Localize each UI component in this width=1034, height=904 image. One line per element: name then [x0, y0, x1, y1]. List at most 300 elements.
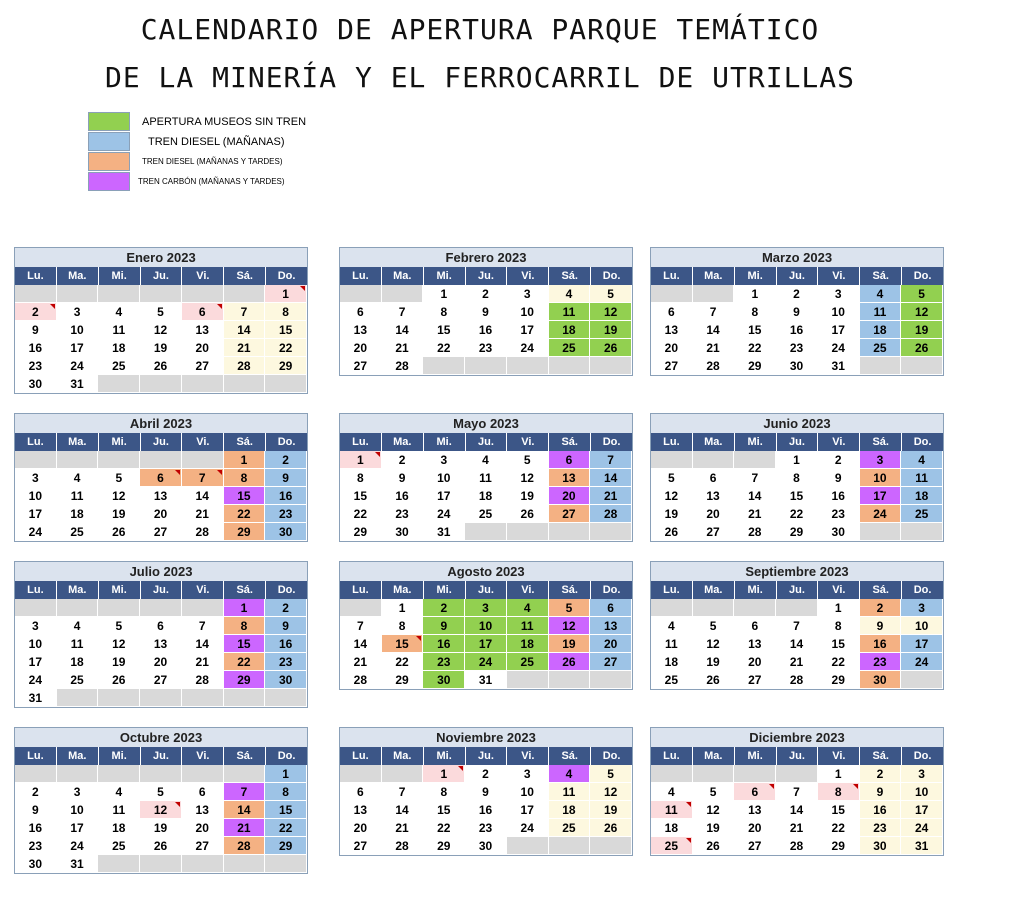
empty-cell: [860, 357, 902, 375]
day-cell: 14: [776, 635, 818, 653]
empty-cell: [182, 689, 224, 707]
day-cell: 24: [57, 357, 99, 375]
day-header-row: [340, 433, 632, 451]
day-cell: 17: [57, 819, 99, 837]
day-cell: 12: [651, 487, 693, 505]
page-title: [0, 6, 960, 102]
day-cell: 26: [140, 837, 182, 855]
day-header: Mi.: [424, 747, 466, 765]
day-cell: 4: [98, 783, 140, 801]
empty-cell: [901, 523, 943, 541]
day-cell: 21: [590, 487, 632, 505]
day-cell: 18: [651, 819, 693, 837]
day-header: Lu.: [15, 433, 57, 451]
empty-cell: [693, 599, 735, 617]
day-header: Ma.: [693, 267, 735, 285]
empty-cell: [182, 855, 224, 873]
day-cell: 4: [507, 599, 549, 617]
day-header: Vi.: [818, 581, 860, 599]
day-cell: 20: [734, 653, 776, 671]
day-header-row: [651, 433, 943, 451]
empty-cell: [182, 285, 224, 303]
day-cell: 13: [140, 487, 182, 505]
day-cell: 23: [776, 339, 818, 357]
empty-cell: [901, 357, 943, 375]
day-cell: 23: [423, 653, 465, 671]
day-header: Ma.: [382, 433, 424, 451]
day-cell: 17: [860, 487, 902, 505]
day-cell: 11: [507, 617, 549, 635]
empty-cell: [693, 451, 735, 469]
day-cell: 8: [340, 469, 382, 487]
day-cell: 25: [465, 505, 507, 523]
day-cell: 15: [265, 321, 307, 339]
day-cell: 22: [423, 819, 465, 837]
day-cell: 13: [182, 321, 224, 339]
day-cell: 21: [340, 653, 382, 671]
day-header: Ma.: [382, 747, 424, 765]
legend-swatch-purple: [88, 172, 130, 191]
day-grid: [340, 451, 632, 541]
day-cell: 2: [15, 783, 57, 801]
month-octubre: [14, 727, 308, 874]
day-cell: 10: [901, 783, 943, 801]
empty-cell: [15, 285, 57, 303]
day-cell: 17: [57, 339, 99, 357]
empty-cell: [224, 855, 266, 873]
day-header: Sá.: [224, 747, 266, 765]
day-header: Sá.: [224, 267, 266, 285]
day-header: Lu.: [340, 581, 382, 599]
day-cell: 23: [265, 653, 307, 671]
day-header-row: [15, 433, 307, 451]
day-cell: 24: [15, 523, 57, 541]
day-cell: 28: [693, 357, 735, 375]
day-header-row: [340, 581, 632, 599]
day-cell: 28: [340, 671, 382, 689]
empty-cell: [140, 285, 182, 303]
day-cell: 16: [860, 801, 902, 819]
day-grid: [651, 599, 943, 689]
day-cell: 2: [465, 285, 507, 303]
day-cell: 1: [423, 285, 465, 303]
day-cell: 8: [734, 303, 776, 321]
empty-cell: [182, 375, 224, 393]
day-cell: 29: [265, 837, 307, 855]
day-cell: 24: [818, 339, 860, 357]
day-header: Mi.: [99, 581, 141, 599]
day-cell: 5: [590, 765, 632, 783]
day-cell: 7: [734, 469, 776, 487]
holiday-marker-icon: [458, 766, 463, 771]
empty-cell: [140, 599, 182, 617]
day-cell: 6: [693, 469, 735, 487]
day-cell: 14: [734, 487, 776, 505]
day-cell: 18: [507, 635, 549, 653]
empty-cell: [693, 285, 735, 303]
day-cell: 19: [590, 321, 632, 339]
day-cell: 29: [224, 671, 266, 689]
day-header: Mi.: [99, 267, 141, 285]
day-header: Mi.: [424, 267, 466, 285]
empty-cell: [382, 285, 424, 303]
month-enero: [14, 247, 308, 394]
day-cell: 21: [734, 505, 776, 523]
month-title: Junio 2023: [651, 414, 943, 433]
day-cell: 22: [224, 653, 266, 671]
day-cell: 30: [860, 671, 902, 689]
day-cell: 8: [224, 617, 266, 635]
day-cell: 11: [651, 801, 693, 819]
day-cell: 11: [57, 487, 99, 505]
day-cell: 9: [465, 783, 507, 801]
day-cell: 3: [507, 765, 549, 783]
day-cell: 26: [693, 837, 735, 855]
day-header: Lu.: [15, 747, 57, 765]
day-cell: 14: [382, 801, 424, 819]
day-cell: 3: [423, 451, 465, 469]
day-cell: 26: [549, 653, 591, 671]
day-cell: 10: [15, 635, 57, 653]
day-cell: 19: [549, 635, 591, 653]
day-header: Ma.: [693, 581, 735, 599]
day-cell: 9: [860, 617, 902, 635]
holiday-marker-icon: [686, 802, 691, 807]
legend-label: TREN DIESEL (MAÑANAS): [148, 136, 285, 148]
day-cell: 27: [549, 505, 591, 523]
day-header: Do.: [602, 750, 621, 762]
day-cell: 7: [182, 469, 224, 487]
day-cell: 8: [818, 783, 860, 801]
day-cell: 17: [465, 635, 507, 653]
day-cell: 18: [57, 505, 99, 523]
day-header: Do.: [277, 584, 296, 596]
day-grid: [15, 599, 307, 707]
day-cell: 30: [818, 523, 860, 541]
empty-cell: [340, 285, 382, 303]
empty-cell: [507, 837, 549, 855]
day-cell: 19: [651, 505, 693, 523]
day-cell: 22: [776, 505, 818, 523]
day-header: Mi.: [99, 747, 141, 765]
day-header: Ju.: [141, 433, 183, 451]
day-cell: 19: [140, 819, 182, 837]
day-cell: 7: [182, 617, 224, 635]
day-grid: [651, 451, 943, 541]
day-grid: [15, 451, 307, 541]
day-cell: 14: [340, 635, 382, 653]
day-cell: 25: [860, 339, 902, 357]
day-cell: 29: [818, 837, 860, 855]
day-cell: 2: [265, 451, 307, 469]
month-diciembre: [650, 727, 944, 856]
month-abril: [14, 413, 308, 542]
day-cell: 1: [224, 451, 266, 469]
day-header: Lu.: [651, 267, 693, 285]
day-cell: 10: [57, 801, 99, 819]
day-cell: 31: [57, 375, 99, 393]
day-cell: 7: [224, 783, 266, 801]
day-cell: 29: [340, 523, 382, 541]
day-cell: 10: [901, 617, 943, 635]
day-cell: 8: [224, 469, 266, 487]
empty-cell: [590, 837, 632, 855]
day-cell: 21: [382, 339, 424, 357]
day-cell: 17: [15, 653, 57, 671]
day-grid: [340, 599, 632, 689]
day-cell: 21: [382, 819, 424, 837]
day-cell: 16: [265, 635, 307, 653]
day-cell: 16: [15, 339, 57, 357]
day-header: Do.: [913, 436, 932, 448]
day-grid: [651, 285, 943, 375]
day-header: Ju.: [777, 581, 819, 599]
day-header: Do.: [913, 750, 932, 762]
day-cell: 28: [224, 357, 266, 375]
day-cell: 23: [860, 819, 902, 837]
day-header: Vi.: [507, 747, 549, 765]
day-cell: 31: [423, 523, 465, 541]
empty-cell: [57, 765, 99, 783]
day-cell: 9: [860, 783, 902, 801]
day-cell: 20: [590, 635, 632, 653]
day-cell: 5: [140, 303, 182, 321]
day-cell: 16: [382, 487, 424, 505]
empty-cell: [265, 689, 307, 707]
day-cell: 19: [507, 487, 549, 505]
day-header: Sá.: [549, 747, 591, 765]
day-cell: 2: [818, 451, 860, 469]
day-header: Vi.: [182, 747, 224, 765]
day-cell: 25: [57, 671, 99, 689]
day-cell: 19: [901, 321, 943, 339]
day-cell: 16: [15, 819, 57, 837]
legend-swatch-blue: [88, 132, 130, 151]
legend-swatch-green: [88, 112, 130, 131]
day-cell: 22: [265, 339, 307, 357]
empty-cell: [98, 285, 140, 303]
day-cell: 12: [507, 469, 549, 487]
empty-cell: [182, 451, 224, 469]
day-cell: 4: [651, 617, 693, 635]
day-cell: 12: [693, 801, 735, 819]
day-cell: 18: [860, 321, 902, 339]
day-cell: 9: [818, 469, 860, 487]
day-cell: 9: [265, 469, 307, 487]
day-cell: 7: [224, 303, 266, 321]
day-cell: 4: [57, 469, 99, 487]
day-header: Vi.: [818, 267, 860, 285]
day-cell: 7: [340, 617, 382, 635]
holiday-marker-icon: [175, 470, 180, 475]
day-cell: 21: [776, 653, 818, 671]
day-cell: 11: [549, 783, 591, 801]
day-cell: 1: [265, 285, 307, 303]
day-cell: 23: [465, 339, 507, 357]
holiday-marker-icon: [853, 784, 858, 789]
day-header: Sá.: [860, 433, 902, 451]
day-cell: 8: [818, 617, 860, 635]
day-cell: 29: [382, 671, 424, 689]
day-header: Mi.: [735, 581, 777, 599]
day-header: Do.: [602, 270, 621, 282]
day-header: Mi.: [735, 267, 777, 285]
day-header: Mi.: [99, 433, 141, 451]
day-header: Sá.: [860, 267, 902, 285]
day-cell: 19: [98, 653, 140, 671]
month-title: Noviembre 2023: [340, 728, 632, 747]
day-cell: 25: [507, 653, 549, 671]
day-cell: 13: [140, 635, 182, 653]
day-cell: 4: [651, 783, 693, 801]
month-title: Septiembre 2023: [651, 562, 943, 581]
day-cell: 21: [776, 819, 818, 837]
day-cell: 28: [182, 523, 224, 541]
empty-cell: [140, 765, 182, 783]
day-header-row: [651, 747, 943, 765]
empty-cell: [98, 599, 140, 617]
day-cell: 7: [382, 783, 424, 801]
day-header: Sá.: [549, 581, 591, 599]
empty-cell: [15, 765, 57, 783]
day-cell: 22: [818, 653, 860, 671]
day-cell: 28: [382, 357, 424, 375]
month-title: Julio 2023: [15, 562, 307, 581]
day-cell: 13: [549, 469, 591, 487]
empty-cell: [57, 451, 99, 469]
day-header: Vi.: [182, 267, 224, 285]
day-cell: 23: [465, 819, 507, 837]
day-cell: 12: [590, 303, 632, 321]
day-cell: 2: [15, 303, 57, 321]
day-cell: 19: [693, 819, 735, 837]
day-cell: 20: [182, 819, 224, 837]
day-header: Mi.: [735, 433, 777, 451]
day-cell: 4: [57, 617, 99, 635]
empty-cell: [423, 357, 465, 375]
day-cell: 6: [340, 783, 382, 801]
day-cell: 11: [57, 635, 99, 653]
day-header: Ju.: [141, 267, 183, 285]
day-cell: 10: [818, 303, 860, 321]
month-julio: [14, 561, 308, 708]
day-cell: 12: [98, 635, 140, 653]
day-cell: 7: [776, 783, 818, 801]
day-cell: 2: [265, 599, 307, 617]
day-cell: 1: [818, 599, 860, 617]
day-header: Ma.: [57, 267, 99, 285]
empty-cell: [140, 451, 182, 469]
day-header: Sá.: [860, 747, 902, 765]
day-cell: 20: [693, 505, 735, 523]
empty-cell: [57, 689, 99, 707]
day-cell: 8: [423, 303, 465, 321]
day-cell: 9: [465, 303, 507, 321]
day-cell: 6: [734, 617, 776, 635]
day-cell: 11: [98, 801, 140, 819]
day-header-row: [15, 267, 307, 285]
empty-cell: [549, 523, 591, 541]
empty-cell: [140, 689, 182, 707]
day-cell: 4: [901, 451, 943, 469]
day-header: Lu.: [340, 433, 382, 451]
day-cell: 1: [382, 599, 424, 617]
day-cell: 16: [465, 801, 507, 819]
day-header: Do.: [277, 436, 296, 448]
day-cell: 14: [182, 487, 224, 505]
day-cell: 30: [776, 357, 818, 375]
day-cell: 3: [57, 303, 99, 321]
day-header: Ju.: [777, 433, 819, 451]
day-cell: 24: [423, 505, 465, 523]
legend-label: APERTURA MUSEOS SIN TREN: [142, 116, 307, 128]
day-cell: 7: [382, 303, 424, 321]
empty-cell: [140, 375, 182, 393]
day-cell: 5: [98, 617, 140, 635]
empty-cell: [734, 765, 776, 783]
empty-cell: [590, 357, 632, 375]
day-cell: 16: [423, 635, 465, 653]
holiday-marker-icon: [686, 838, 691, 843]
empty-cell: [860, 523, 902, 541]
day-cell: 1: [818, 765, 860, 783]
empty-cell: [224, 689, 266, 707]
day-header: Ju.: [141, 747, 183, 765]
day-cell: 9: [15, 321, 57, 339]
holiday-marker-icon: [769, 784, 774, 789]
day-cell: 24: [57, 837, 99, 855]
day-cell: 2: [423, 599, 465, 617]
empty-cell: [507, 671, 549, 689]
day-cell: 20: [549, 487, 591, 505]
day-cell: 3: [15, 469, 57, 487]
day-cell: 3: [57, 783, 99, 801]
day-cell: 31: [465, 671, 507, 689]
day-cell: 25: [549, 339, 591, 357]
day-cell: 9: [265, 617, 307, 635]
day-cell: 22: [734, 339, 776, 357]
day-cell: 9: [423, 617, 465, 635]
day-header-row: [15, 747, 307, 765]
day-cell: 11: [98, 321, 140, 339]
day-header: Ju.: [466, 581, 508, 599]
day-header: Do.: [913, 584, 932, 596]
day-header: Vi.: [818, 747, 860, 765]
day-cell: 27: [651, 357, 693, 375]
month-noviembre: [339, 727, 633, 856]
day-cell: 25: [57, 523, 99, 541]
day-cell: 21: [182, 505, 224, 523]
month-septiembre: [650, 561, 944, 690]
day-cell: 23: [265, 505, 307, 523]
day-header-row: [340, 747, 632, 765]
day-cell: 15: [818, 635, 860, 653]
month-title: Octubre 2023: [15, 728, 307, 747]
day-cell: 30: [15, 375, 57, 393]
day-cell: 5: [590, 285, 632, 303]
day-cell: 18: [549, 321, 591, 339]
day-cell: 24: [901, 653, 943, 671]
day-grid: [15, 285, 307, 393]
month-mayo: [339, 413, 633, 542]
day-cell: 5: [901, 285, 943, 303]
empty-cell: [98, 765, 140, 783]
holiday-marker-icon: [175, 802, 180, 807]
empty-cell: [340, 599, 382, 617]
empty-cell: [590, 523, 632, 541]
day-cell: 13: [651, 321, 693, 339]
empty-cell: [140, 855, 182, 873]
